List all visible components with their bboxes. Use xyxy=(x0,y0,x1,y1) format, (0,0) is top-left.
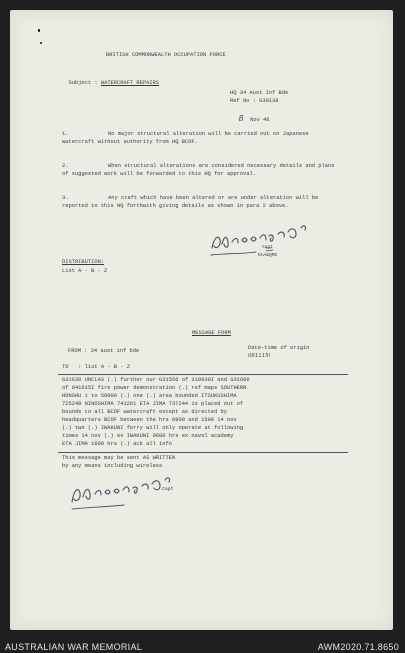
message-body-line: bounds to all BCOF watercraft except as directed by xyxy=(62,409,227,415)
punch-hole-mark xyxy=(40,42,42,44)
memo-date-day: 8 xyxy=(238,113,244,123)
memo-date-text: Nov 46 xyxy=(250,116,270,123)
message-send-note: This message may be sent AS WRITTEN xyxy=(62,455,176,461)
message-body-line: of 041615I fire power demonstration (.) ref maps SOUTHERN xyxy=(62,385,247,391)
message-body-line: HONSHU 1 to 50000 (.) one (.) area bounded ITSUKUSHIMA xyxy=(62,393,237,399)
message-send-note: by any means including wireless xyxy=(62,463,163,469)
message-top-rule xyxy=(58,374,348,375)
message-from: FROM : 34 aust inf bde xyxy=(68,348,140,354)
document-sheet xyxy=(10,10,393,630)
para-text: No major structural alteration will be carried out on Japanese watercraft without authority from HQ BCOF. xyxy=(62,131,309,145)
para-text: When structural alterations are considered necessary details and plans of suggested work will be forwarded to this HQ for approval. xyxy=(62,163,335,177)
message-dtg-label: Date-time of origin xyxy=(248,345,310,351)
message-to: TO : list A - B - Z xyxy=(62,364,130,370)
distribution-list: List A - B - Z xyxy=(62,268,108,274)
message-body-line: ETA JIMA 1600 hrs (.) ack all info xyxy=(62,441,172,447)
memo-date xyxy=(232,107,269,124)
footer-accession-number: AWM2020.71.8650 xyxy=(317,642,399,652)
archive-footer xyxy=(0,631,405,653)
para-number: 2. xyxy=(62,163,69,169)
message-dtg-value: 081115I xyxy=(248,353,271,359)
message-body-line: G31630 UNCLAS (.) further our G31556 of 310930I and G31606 xyxy=(62,377,250,383)
memo-ref: Ref No : G30138 xyxy=(230,98,279,104)
memo-header: BRITISH COMMONWEALTH OCCUPATION FORCE xyxy=(106,52,226,58)
memo-signature-for: DAA&QMG xyxy=(258,253,278,258)
memo-subject: WATERCRAFT REPAIRS xyxy=(100,79,160,86)
memo-hq: HQ 34 Aust Inf Bde xyxy=(230,90,289,96)
para-number: 1. xyxy=(62,131,69,137)
message-bottom-rule xyxy=(58,452,348,453)
para-number: 3. xyxy=(62,195,69,201)
para-text: Any craft which have been altered or are under alteration will be reported to this HQ forthwith giving details as shown in para 2 above. xyxy=(62,195,319,209)
message-signature-rank: Capt xyxy=(162,487,174,492)
message-body-line: (.) two (.) IWAKUNI ferry will only operate at following xyxy=(62,425,244,431)
footer-institution: AUSTRALIAN WAR MEMORIAL xyxy=(5,642,143,652)
punch-hole-mark xyxy=(38,29,40,32)
memo-subject-line xyxy=(62,72,159,87)
distribution-label: DISTRIBUTION: xyxy=(62,259,105,265)
message-body-line: times 14 nov (.) ex IWAKUNI 0600 hrs ex naval academy xyxy=(62,433,234,439)
message-form-title: MESSAGE FORM xyxy=(192,330,231,336)
subject-prefix: Subject : xyxy=(68,79,101,86)
message-body-line: 725248 NINOSHIMA 741261 ETA JIMA 737244 is placed out of xyxy=(62,401,244,407)
message-body-line: headquarters BCOF between the hrs 0900 and 1500 14 nov xyxy=(62,417,237,423)
memo-signature-rank: Capt xyxy=(262,245,274,250)
